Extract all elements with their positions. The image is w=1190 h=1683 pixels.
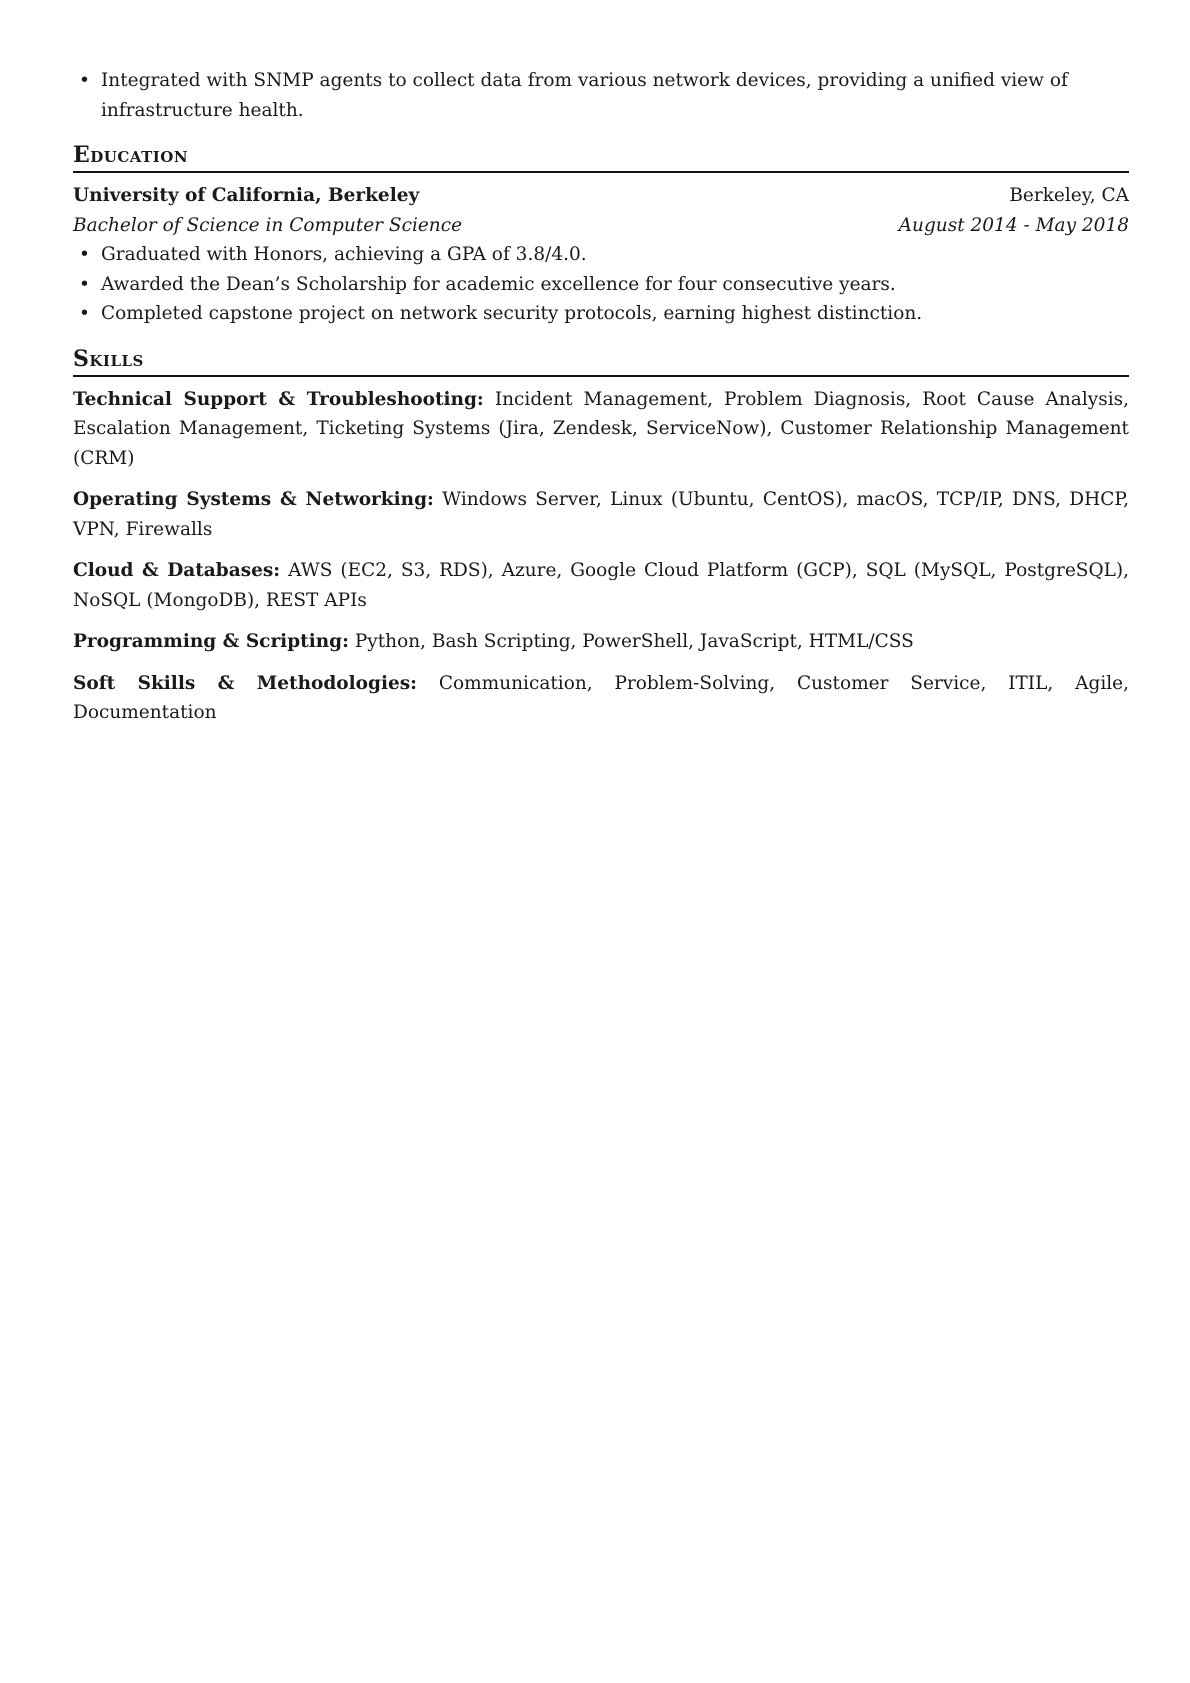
skill-row [73, 669, 1129, 728]
education-section [73, 140, 1129, 329]
skill-value: Python, Bash Scripting, PowerShell, JavaScript, HTML/CSS [354, 631, 914, 652]
section-divider [73, 375, 1129, 377]
experience-bullets [73, 66, 1129, 125]
skill-row [73, 556, 1129, 615]
section-divider [73, 171, 1129, 173]
skill-row [73, 627, 1129, 657]
section-title: Skills [73, 345, 144, 372]
skill-row [73, 385, 1129, 474]
section-title: Education [73, 142, 189, 168]
list-item: • Integrated with SNMP agents to collect data from various network devices, providing a unified view of infrastructure health. [73, 66, 1129, 125]
education-bullets [73, 240, 1129, 329]
skill-value: Windows Server, Linux (Ubuntu, CentOS), macOS, TCP/IP, DNS, DHCP, VPN, Firewalls [73, 489, 1129, 540]
list-item: • Awarded the Dean’s Scholarship for academic excellence for four consecutive years. [73, 270, 1129, 300]
skill-label: Operating Systems & Networking: [73, 489, 434, 510]
school-name: University of California, Berkeley [73, 185, 420, 206]
skill-label: Technical Support & Troubleshooting: [73, 388, 484, 410]
skills-section [73, 344, 1129, 728]
list-item: • Graduated with Honors, achieving a GPA of 3.8/4.0. [73, 240, 1129, 270]
skill-label: Cloud & Databases: [73, 560, 281, 581]
school-location: Berkeley, CA [1009, 185, 1129, 206]
dates: August 2014 - May 2018 [898, 214, 1129, 236]
skill-value: AWS (EC2, S3, RDS), Azure, Google Cloud Platform (GCP), SQL (MySQL, PostgreSQL), NoSQL (MongoDB), REST APIs [73, 560, 1130, 611]
skill-row [73, 485, 1129, 544]
skill-value: Incident Management, Problem Diagnosis, Root Cause Analysis, Escalation Management, Ticketing Systems (Jira, Zendesk, ServiceNow), Customer Relationship Management (CRM) [73, 388, 1129, 469]
skill-value: Communication, Problem-Solving, Customer Service, ITIL, Agile, Documentation [73, 672, 1129, 723]
degree: Bachelor of Science in Computer Science [73, 214, 463, 236]
skill-label: Soft Skills & Methodologies: [73, 672, 417, 694]
skill-label: Programming & Scripting: [73, 631, 349, 652]
resume-page [73, 66, 1129, 740]
list-item: • Completed capstone project on network security protocols, earning highest distinction. [73, 299, 1129, 329]
